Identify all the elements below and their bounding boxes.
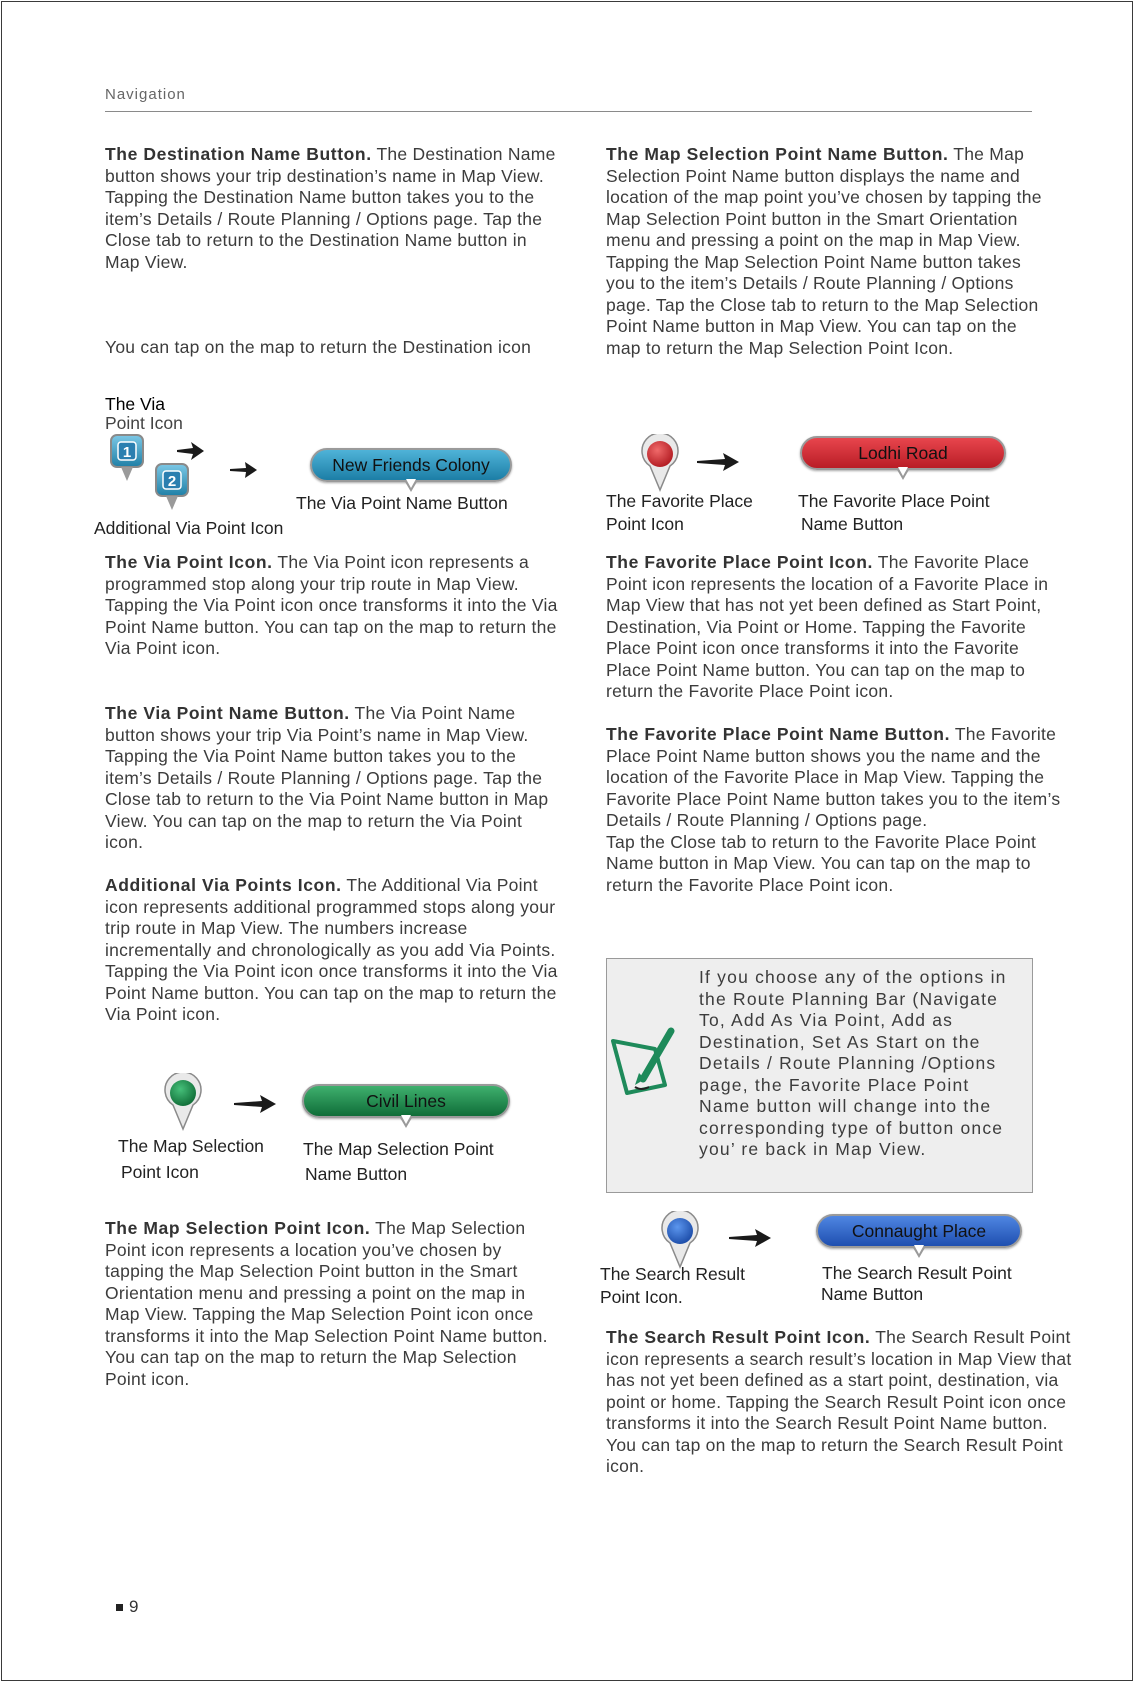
para-title: Additional Via Points Icon. [105, 875, 342, 895]
note-box [606, 958, 1033, 1193]
caption-line: The Map Selection [118, 1136, 264, 1156]
badge-number: 2 [167, 473, 177, 490]
favorite-button-caption [798, 490, 990, 536]
favorite-place-point-icon-text [606, 552, 1061, 703]
para-body: The Favorite Place Point icon represents the location of a Favorite Place in Map View that has not yet been defined as Start Point, Destination, Via Point or Home. Tapping the Favorite Place Point icon once transforms it into the Favorite Place Point Name button. You can tap on the map to return the Favorite Place Point icon. [606, 552, 1049, 701]
header-rule [105, 111, 1032, 112]
favorite-place-point-name-button-text [606, 724, 1061, 896]
para-title: The Search Result Point Icon. [606, 1327, 871, 1347]
arrow-icon [175, 439, 205, 463]
search-result-point-icon-text [606, 1327, 1081, 1478]
caption-line: Name Button [305, 1164, 408, 1184]
para-body: The Additional Via Point icon represents additional programmed stops along your trip route in Map View. The numbers increase incrementally and chronologically as you add Via Points. Tapping the Via Point icon once transforms it into the Via Point Name button. You can tap on the map to return the Via Point icon. [105, 875, 558, 1024]
para-body: The Destination Name button shows your trip destination’s name in Map View. Tapping the Destination Name button takes you to the item’s Details / Route Planning / Options page. Tap the Close tab to return to the Destination Name button in Map View. [105, 144, 556, 272]
button-label: Lodhi Road [858, 443, 948, 463]
para-body: The Favorite Place Point Name button shows you the name and the location of the Favorite Place in Map View. Tapping the Favorite Place Point Name button takes you to the item’s Details / Route Planning / Options page. [606, 724, 1061, 830]
caption-line: Point Icon. [600, 1287, 683, 1307]
badge-number: 1 [122, 444, 132, 461]
search-result-point-icon [660, 1211, 700, 1269]
para-title: The Destination Name Button. [105, 144, 372, 164]
para-body: The Map Selection Point Name button displays the name and location of the map point you’ve chosen by tapping the Map Selection Point button in the Smart Orientation menu and pressing a point on the map in Map View. Tapping the Map Selection Point Name button takes you to the item’s Details / Route Planning / Options page. Tap the Close tab to return to the Map Selection Point Name button in Map View. You can tap on the map to return the Map Selection Point Icon. [606, 144, 1042, 358]
section-header: Navigation [105, 86, 186, 103]
search-icon-caption [600, 1263, 745, 1309]
via-point-name-button[interactable] [310, 448, 512, 482]
button-label: Connaught Place [851, 1221, 987, 1241]
caption-line: The Via [105, 394, 165, 414]
search-button-caption [822, 1263, 1012, 1305]
search-result-point-name-button[interactable] [816, 1214, 1022, 1248]
favorite-icon-caption [606, 490, 753, 536]
para-title: The Favorite Place Point Icon. [606, 552, 873, 572]
caption-line: The Favorite Place [606, 491, 753, 511]
caption-line: The Search Result [600, 1264, 745, 1284]
map-selection-point-name-button[interactable] [302, 1084, 510, 1118]
map-selection-icon-caption [118, 1133, 264, 1185]
additional-via-points-icon-text [105, 875, 560, 1026]
para-title: The Map Selection Point Icon. [105, 1218, 371, 1238]
favorite-place-point-name-button[interactable] [800, 436, 1006, 470]
caption-line: The Favorite Place Point [798, 491, 990, 511]
para-title: The Map Selection Point Name Button. [606, 144, 949, 164]
caption-line: The Map Selection Point [303, 1139, 494, 1159]
caption-line: Point Icon [606, 514, 684, 534]
para-body: The Via Point Name button shows your trip Via Point’s name in Map View. Tapping the Via Point Name button takes you to the item’s Details / Route Planning / Options page. Tap the Close tab to return to the Via Point Name button in Map View. You can tap on the map to return the Via Point icon. [105, 703, 549, 852]
favorite-place-point-icon [640, 434, 680, 492]
additional-via-point-icon-caption: Additional Via Point Icon [94, 518, 284, 538]
arrow-icon [228, 458, 258, 482]
arrow-icon [695, 450, 741, 474]
note-pencil-icon [609, 1027, 681, 1099]
para-body: The Via Point icon represents a programmed stop along your trip route in Map View. Tapping the Via Point icon once transforms it into the Via Point Name button. You can tap on the map to return the Via Point icon. [105, 552, 558, 658]
via-point-name-button-caption: The Via Point Name Button [296, 493, 508, 513]
caption-line: The Search Result Point [822, 1263, 1012, 1283]
map-selection-point-name-button-text [606, 144, 1051, 359]
map-selection-point-icon [163, 1073, 203, 1131]
via-point-icon-1 [109, 433, 145, 485]
via-point-name-button-text [105, 703, 560, 854]
button-label: Civil Lines [366, 1091, 446, 1111]
caption-line: Name Button [801, 514, 904, 534]
caption-line: Point Icon [105, 413, 183, 433]
tap-note-text: You can tap on the map to return the Destination icon [105, 337, 532, 357]
para-title: The Via Point Name Button. [105, 703, 350, 723]
page-number: 9 [116, 1597, 138, 1617]
para-title: The Favorite Place Point Name Button. [606, 724, 951, 744]
para-title: The Via Point Icon. [105, 552, 273, 572]
via-point-icon-text [105, 552, 560, 660]
note-text: If you choose any of the options in the Route Planning Bar (Navigate To, Add As Via Point, Add as Destination, Set As Start on the Details / Route Planning /Options page, the Favorite Place Point Name button will change into the corresponding type of button once you’ re back in Map View. [699, 967, 1007, 1159]
arrow-icon [232, 1092, 278, 1116]
caption-line: Point Icon [121, 1162, 199, 1182]
via-icon-caption [105, 395, 183, 433]
destination-name-button-text [105, 144, 560, 273]
para-body: The Search Result Point icon represents a search result’s location in Map View that has not yet been defined as a start point, destination, via point or home. Tapping the Search Result Point icon once transforms it into the Search Result Point Name button. You can tap on the map to return the Search Result Point icon. [606, 1327, 1072, 1476]
map-selection-point-icon-text [105, 1218, 560, 1390]
caption-line: Name Button [821, 1284, 924, 1304]
additional-via-point-icon-2 [154, 462, 190, 514]
para-body: Tap the Close tab to return to the Favorite Place Point Name button in Map View. You can tap on the map to return the Favorite Place Point icon. [606, 831, 1037, 895]
para-body: The Map Selection Point icon represents a location you’ve chosen by tapping the Map Selection Point button in the Smart Orientation menu and pressing a point on the map in Map View. Tapping the Map Selection Point icon once transforms it into the Map Selection Point Name button. You can tap on the map to return the Map Selection Point icon. [105, 1218, 548, 1389]
map-selection-button-caption [303, 1137, 494, 1187]
arrow-icon [727, 1226, 773, 1250]
button-label: New Friends Colony [332, 455, 490, 475]
